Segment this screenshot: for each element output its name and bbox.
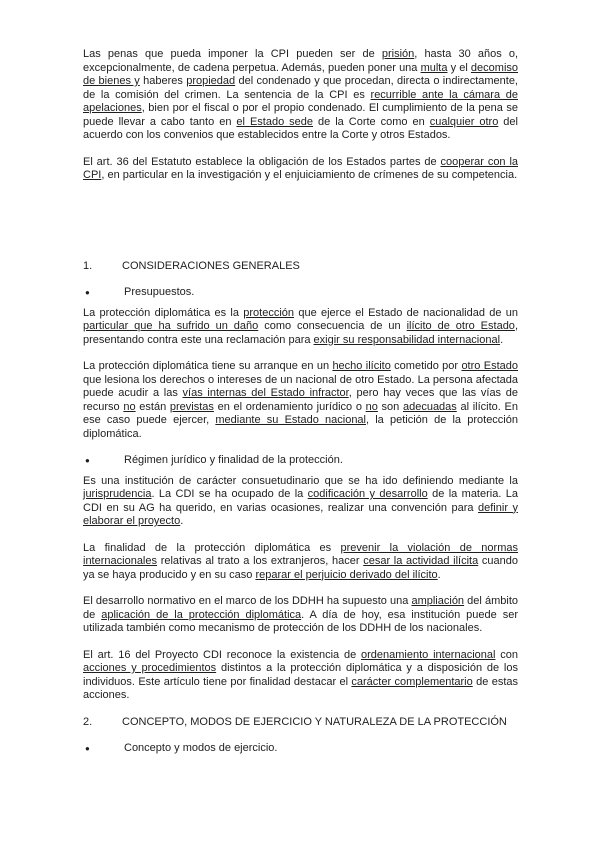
underlined-text: hecho ilícito (332, 360, 391, 372)
underlined-text: el Estado sede (236, 115, 314, 128)
body-text: . (180, 515, 184, 527)
body-text: que ejerce el Estado de nacionalidad de un (294, 306, 518, 319)
body-text: , la petición de la protección diplomática. (83, 414, 518, 440)
underlined-text: aplicación de la protección diplomática (101, 608, 302, 621)
body-text: del ámbito de (83, 595, 518, 621)
bullet-icon: ● (85, 744, 90, 753)
underlined-text: no (123, 400, 136, 413)
underlined-text: recurrible ante la cámara de apelaciones (83, 88, 518, 114)
body-text: con (495, 648, 518, 661)
bullet-concepto-modos (83, 742, 518, 756)
underlined-text: propiedad (186, 75, 236, 87)
para-arranque-hecho-ilicito (83, 360, 518, 441)
body-text: . (500, 333, 504, 346)
bullet-presupuestos (83, 286, 518, 300)
body-text: , bien por el fiscal o por el propio condenado. El cumplimiento de la pena se puede llevar a cabo tanto en (83, 102, 518, 128)
body-text: La protección diplomática es la (83, 306, 244, 319)
underlined-text: cooperar con la CPI (83, 155, 518, 181)
body-text: La protección diplomática tiene su arranque en un (83, 360, 333, 372)
underlined-text: vías internas del Estado infractor (182, 387, 349, 399)
underlined-text: jurisprudencia (83, 488, 152, 500)
underlined-text: decomiso de bienes y (83, 61, 518, 87)
body-text: , pero hay veces que las vías de recurso (83, 387, 518, 413)
heading-concepto-modos (83, 716, 518, 730)
underlined-text: ordenamiento internacional (361, 648, 496, 661)
body-text: como consecuencia de un (258, 320, 407, 332)
underlined-text: ilícito de otro Estado (406, 320, 515, 332)
para-penas-cpi (83, 48, 518, 143)
body-text: . (437, 568, 441, 581)
underlined-text: definir y elaborar el proyecto (83, 501, 518, 527)
para-proteccion-diplomatica-def (83, 307, 518, 348)
para-finalidad (83, 542, 518, 583)
heading-consideraciones-generales (83, 260, 518, 274)
section-break-gap (83, 196, 518, 260)
heading-number: 2. (83, 715, 93, 728)
body-text: al ilícito. En ese caso puede ejercer, (83, 400, 518, 426)
body-text: Las penas que pueda imponer la CPI pueden ser de (83, 48, 382, 60)
body-text: , en particular en la investigación y el enjuiciamiento de crímenes de su competencia. (101, 169, 518, 181)
body-text: El art. 36 del Estatuto establece la obligación de los Estados partes de (83, 155, 441, 168)
body-text: del condenado y que procedan, directa o indirectamente, de la comisión del crimen. La sentencia de la CPI es (83, 75, 518, 101)
para-art-16-proyecto-cdi (83, 649, 518, 703)
body-text: El art. 16 del Proyecto CDI reconoce la existencia de (83, 648, 361, 661)
underlined-text: cualquier otro (429, 115, 499, 128)
para-desarrollo-ddhh (83, 595, 518, 636)
body-text: . A día de hoy, esa institución puede ser utilizada también como mecanismo de protección de los DDHH de los nacionales. (83, 608, 518, 634)
body-text: relativas al trato a los extranjeros, hacer (157, 555, 364, 567)
body-text: Es una institución de carácter consuetudinario que se ha ido definiendo mediante la (83, 474, 518, 487)
underlined-text: protección (243, 306, 295, 319)
heading-text: CONCEPTO, MODOS DE EJERCICIO Y NATURALEZA DE LA PROTECCIÓN (122, 715, 507, 728)
underlined-text: acciones y procedimientos (83, 662, 217, 674)
underlined-text: mediante su Estado nacional (215, 414, 366, 426)
underlined-text: no (365, 400, 378, 413)
body-text: en el ordenamiento jurídico o (213, 400, 366, 413)
underlined-text: multa (420, 61, 448, 74)
underlined-text: codificación y desarrollo (307, 488, 428, 500)
underlined-text: previstas (169, 400, 214, 413)
underlined-text: adecuadas (402, 400, 457, 413)
bullet-text: Régimen jurídico y finalidad de la protección. (124, 454, 343, 466)
body-text: haberes (139, 75, 187, 87)
bullet-text: Presupuestos. (124, 286, 195, 298)
body-text: están (135, 400, 170, 413)
heading-number: 1. (83, 259, 93, 272)
body-text: de la Corte como en (313, 115, 430, 128)
underlined-text: prisión (381, 48, 415, 60)
body-text: , presentando contra este una reclamación para (83, 320, 518, 346)
body-text: cuando ya se haya producido y en su caso (83, 555, 518, 581)
body-text: que lesiona los derechos o intereses de un nacional de otro Estado. La persona afectada puede acudir a las (83, 373, 518, 399)
underlined-text: particular que ha sufrido un daño (83, 320, 259, 332)
underlined-text: otro Estado (461, 360, 518, 372)
body-text: , hasta 30 años o, excepcionalmente, de cadena perpetua. Además, pueden poner una (83, 48, 519, 74)
body-text: son (377, 400, 403, 413)
body-text: distintos a la protección diplomática y a disposición de los individuos. Este artículo tiene por finalidad destacar el (83, 662, 518, 688)
para-art-36 (83, 156, 518, 183)
body-text: La finalidad de la protección diplomática es (83, 541, 341, 554)
underlined-text: ampliación (411, 595, 465, 607)
body-text: de estas acciones. (83, 675, 518, 701)
bullet-icon: ● (85, 456, 90, 465)
body-text: del acuerdo con los convenios que establecidos entre la Corte y otros Estados. (83, 115, 518, 141)
bullet-icon: ● (85, 288, 90, 297)
body-text: cometido por (390, 360, 462, 372)
bullet-text: Concepto y modos de ejercicio. (124, 742, 278, 754)
bullet-regimen-juridico (83, 454, 518, 468)
underlined-text: prevenir la violación de normas internacionales (83, 541, 518, 567)
body-text: El desarrollo normativo en el marco de los DDHH ha supuesto una (83, 595, 412, 607)
underlined-text: carácter complementario (351, 675, 473, 688)
para-institucion-consuetudinaria (83, 475, 518, 529)
body-text: de la materia. La CDI en su AG ha querido, en varias ocasiones, realizar una convención para (83, 488, 519, 514)
body-text: . La CDI se ha ocupado de la (151, 488, 308, 500)
body-text: y el (447, 61, 471, 74)
heading-text: CONSIDERACIONES GENERALES (122, 259, 300, 272)
underlined-text: reparar el perjuicio derivado del ilícito (255, 568, 438, 581)
underlined-text: exigir su responsabilidad internacional (313, 333, 501, 346)
underlined-text: cesar la actividad ilícita (363, 555, 479, 567)
